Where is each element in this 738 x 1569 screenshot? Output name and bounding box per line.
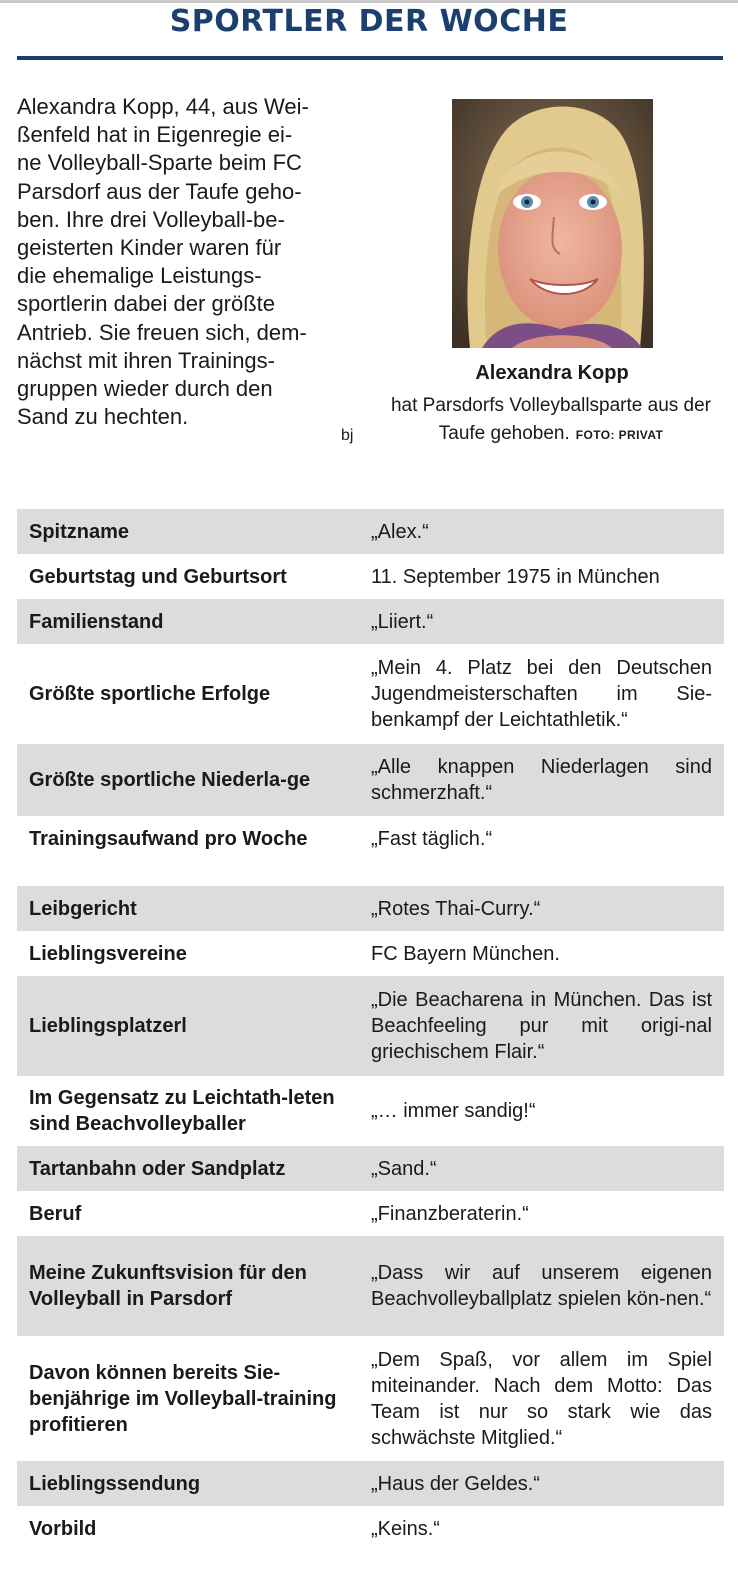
fact-label: Im Gegensatz zu Leichtath-leten sind Beachvolleyballer (29, 1087, 335, 1135)
page-title: SPORTLER DER WOCHE (169, 4, 569, 39)
intro-line: ben. Ihre drei Volleyball-be- (17, 206, 285, 232)
caption-text (378, 392, 724, 449)
top-border (0, 0, 738, 3)
intro-line: ßenfeld hat in Eigenregie ei- (17, 122, 293, 148)
table-row (17, 509, 724, 554)
table-row (17, 1076, 724, 1146)
fact-value: „Liiert.“ (371, 610, 434, 633)
table-row (17, 931, 724, 976)
table-row (17, 1506, 724, 1551)
fact-label: Tartanbahn oder Sandplatz (29, 1157, 286, 1180)
photo-credit: FOTO: PRIVAT (575, 428, 664, 442)
fact-value: „Dem Spaß, vor allem im Spiel miteinander. Nach dem Motto: Das Team ist nur so stark wie das schwächste Mitglied.“ (371, 1348, 712, 1449)
table-row (17, 554, 724, 599)
fact-value: „Keins.“ (371, 1517, 440, 1540)
caption-name: Alexandra Kopp (475, 362, 629, 384)
fact-value: „Alex.“ (371, 520, 429, 543)
table-row (17, 599, 724, 644)
title-rule (17, 56, 723, 60)
fact-value: „Haus der Geldes.“ (371, 1472, 540, 1495)
fact-label: Davon können bereits Sie-benjährige im Volleyball-training profitieren (29, 1361, 337, 1436)
fact-value: „Mein 4. Platz bei den Deutschen Jugendmeisterschaften im Sie-benkampf der Leichtathletik.“ (371, 657, 712, 731)
table-row (17, 1236, 724, 1336)
fact-value: „Finanzberaterin.“ (371, 1202, 529, 1225)
fact-value: „Fast täglich.“ (371, 828, 493, 850)
table-row (17, 1191, 724, 1236)
table-row (17, 886, 724, 931)
table-row (17, 1146, 724, 1191)
intro-line: die ehemalige Leistungs- (17, 263, 262, 289)
fact-label: Lieblingssendung (29, 1472, 201, 1495)
fact-value: „Die Beacharena in München. Das ist Beachfeeling pur mit origi-nal griechischem Flair.“ (371, 989, 712, 1063)
fact-label: Größte sportliche Niederla-ge (29, 769, 311, 791)
table-row (17, 744, 724, 816)
fact-label: Meine Zukunftsvision für den Volleyball in Parsdorf (29, 1262, 307, 1310)
fact-value: 11. September 1975 in München (371, 565, 660, 588)
fact-label: Vorbild (29, 1517, 97, 1540)
intro-line: sportlerin dabei der größte (17, 291, 276, 317)
table-row (17, 816, 724, 886)
intro-line: ne Volleyball-Sparte beim FC (17, 150, 302, 176)
table-row (17, 1336, 724, 1461)
fact-label: Geburtstag und Geburtsort (29, 565, 287, 588)
author-initials: bj (341, 427, 354, 444)
table-row (17, 644, 724, 744)
fact-value: „Dass wir auf unserem eigenen Beachvolleyballplatz spielen kön-nen.“ (371, 1262, 712, 1310)
fact-value: „… immer sandig!“ (371, 1100, 536, 1122)
fact-label: Trainingsaufwand pro Woche (29, 828, 308, 850)
fact-value: „Rotes Thai-Curry.“ (371, 897, 541, 920)
fact-label: Spitzname (29, 520, 130, 543)
caption-description: hat Parsdorfs Volleyballsparte aus der Taufe gehoben. (390, 395, 711, 444)
fact-label: Familienstand (29, 610, 164, 633)
intro-line: Sand zu hechten. (17, 404, 189, 430)
fact-value: FC Bayern München. (371, 942, 560, 965)
intro-line: Parsdorf aus der Taufe geho- (17, 178, 302, 204)
fact-value: „Alle knappen Niederlagen sind schmerzhaft.“ (371, 756, 712, 804)
table-row (17, 1461, 724, 1506)
fact-table (17, 509, 724, 1551)
intro-text (17, 93, 367, 431)
intro-line: nächst mit ihren Trainings- (17, 347, 275, 373)
fact-value: „Sand.“ (371, 1157, 437, 1180)
table-row (17, 976, 724, 1076)
portrait-photo (452, 99, 653, 348)
fact-label: Leibgericht (29, 897, 137, 920)
fact-label: Lieblingsvereine (29, 942, 187, 965)
intro-line: gruppen wieder durch den (17, 375, 273, 401)
fact-label: Größte sportliche Erfolge (29, 683, 271, 705)
intro-line: geisterten Kinder waren für (17, 234, 282, 260)
fact-label: Lieblingsplatzerl (29, 1015, 187, 1037)
intro-line: Antrieb. Sie freuen sich, dem- (17, 319, 307, 345)
fact-label: Beruf (29, 1202, 82, 1225)
intro-line: Alexandra Kopp, 44, aus Wei- (17, 94, 309, 119)
